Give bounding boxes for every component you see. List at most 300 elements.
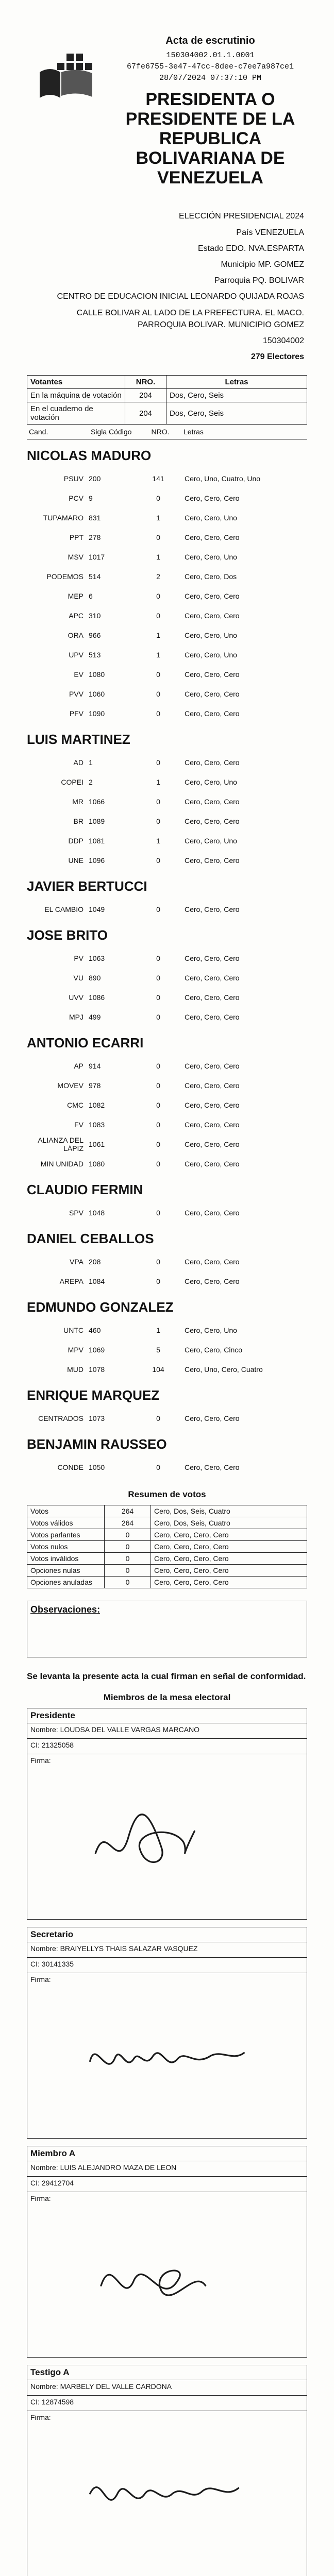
- party-row: [27, 567, 307, 586]
- party-abbr: MUD: [67, 1365, 84, 1374]
- party-abbr: MPV: [68, 1346, 84, 1354]
- resumen-letters: Cero, Cero, Cero, Cero: [151, 1529, 307, 1541]
- party-letters: Cero, Cero, Cero: [185, 974, 240, 982]
- resumen-label: Opciones nulas: [27, 1565, 105, 1577]
- party-letters: Cero, Cero, Cero: [185, 1140, 240, 1149]
- member-role: Miembro A: [27, 2146, 307, 2161]
- firma-label: Firma:: [30, 1975, 51, 1984]
- party-row: [27, 606, 307, 625]
- party-row: [27, 1154, 307, 1174]
- party-letters: Cero, Cero, Cero: [185, 1463, 240, 1472]
- party-votes: 1: [156, 837, 160, 845]
- resumen-label: Votos válidos: [27, 1517, 105, 1529]
- party-code: 1081: [89, 837, 105, 845]
- member-role: Presidente: [27, 1708, 307, 1723]
- resumen-letters: Cero, Cero, Cero, Cero: [151, 1553, 307, 1565]
- party-code: 1061: [89, 1140, 105, 1149]
- party-votes: 2: [156, 572, 160, 581]
- candidate-name: JOSE BRITO: [27, 927, 108, 943]
- party-code: 1084: [89, 1277, 105, 1286]
- member-firma-area: [27, 1973, 307, 2138]
- party-abbr: COPEI: [61, 778, 84, 787]
- member-name: Nombre: MARBELY DEL VALLE CARDONA: [27, 2380, 307, 2396]
- party-abbr: AP: [74, 1062, 84, 1071]
- votantes-label: En el cuaderno de votación: [27, 402, 125, 425]
- candidate-name: LUIS MARTINEZ: [27, 732, 130, 748]
- col-sigla-codigo: Sigla Código: [91, 428, 132, 436]
- party-code: 1096: [89, 856, 105, 865]
- parish: Parroquia PQ. BOLIVAR: [214, 276, 304, 285]
- party-letters: Cero, Cero, Cero: [185, 592, 240, 601]
- mesa-member: [27, 2146, 307, 2358]
- candidate-section: [27, 1228, 307, 1291]
- party-votes: 0: [156, 798, 160, 806]
- resumen-label: Votos nulos: [27, 1541, 105, 1553]
- party-code: 1069: [89, 1346, 105, 1354]
- party-votes: 0: [156, 1101, 160, 1110]
- party-letters: Cero, Cero, Cero: [185, 690, 240, 699]
- electors-count: 279 Electores: [250, 352, 304, 362]
- acta-datetime: 28/07/2024 07:37:10 PM: [159, 74, 262, 82]
- resumen-label: Votos: [27, 1505, 105, 1517]
- party-abbr: DDP: [68, 837, 84, 845]
- party-votes: 0: [156, 1121, 160, 1129]
- party-row: [27, 665, 307, 684]
- party-abbr: UNTC: [63, 1326, 84, 1335]
- party-row: [27, 1320, 307, 1340]
- acta-hash: 67fe6755-3e47-47cc-8dee-c7ee7a987ce1: [126, 62, 294, 71]
- party-code: 978: [89, 1081, 101, 1090]
- party-abbr: EL CAMBIO: [44, 905, 84, 914]
- candidates-column-header: [27, 425, 307, 439]
- party-code: 278: [89, 533, 101, 542]
- party-row: [27, 586, 307, 606]
- party-votes: 0: [156, 1258, 160, 1266]
- candidate-section: [27, 1433, 307, 1477]
- party-letters: Cero, Cero, Cero: [185, 533, 240, 542]
- acta-title: Acta de escrutinio: [165, 35, 255, 46]
- resumen-num: 0: [105, 1529, 151, 1541]
- party-abbr: CMC: [67, 1101, 84, 1110]
- state: Estado EDO. NVA.ESPARTA: [198, 244, 304, 253]
- resumen-num: 264: [105, 1505, 151, 1517]
- cne-logo: [27, 31, 104, 124]
- firma-label: Firma:: [30, 2413, 51, 2422]
- candidate-name: JAVIER BERTUCCI: [27, 878, 147, 894]
- signature-icon: [85, 1809, 249, 1881]
- firma-label: Firma:: [30, 1756, 51, 1765]
- party-letters: Cero, Cero, Cero: [185, 1081, 240, 1090]
- party-votes: 1: [156, 553, 160, 562]
- member-firma-area: [27, 1754, 307, 1919]
- party-code: 1049: [89, 905, 105, 914]
- party-row: [27, 1056, 307, 1076]
- party-votes: 0: [156, 494, 160, 503]
- party-row: [27, 625, 307, 645]
- resumen-row: [27, 1553, 307, 1565]
- party-row: [27, 645, 307, 665]
- party-letters: Cero, Uno, Cuatro, Uno: [185, 474, 261, 483]
- party-letters: Cero, Cero, Cinco: [185, 1346, 243, 1354]
- party-abbr: ORA: [68, 631, 84, 640]
- firma-label: Firma:: [30, 2194, 51, 2203]
- party-abbr: PFV: [69, 709, 84, 718]
- candidate-section: [27, 728, 307, 870]
- votantes-table: [27, 375, 307, 425]
- party-row: [27, 1272, 307, 1291]
- party-letters: Cero, Cero, Cero: [185, 993, 240, 1002]
- votantes-label: En la máquina de votación: [27, 389, 125, 402]
- party-abbr: MSV: [68, 553, 84, 562]
- party-votes: 0: [156, 1277, 160, 1286]
- party-code: 831: [89, 514, 101, 522]
- party-row: [27, 1252, 307, 1272]
- party-votes: 0: [156, 709, 160, 718]
- party-votes: 0: [156, 533, 160, 542]
- party-code: 1063: [89, 954, 105, 963]
- party-votes: 0: [156, 856, 160, 865]
- party-code: 1050: [89, 1463, 105, 1472]
- party-letters: Cero, Cero, Dos: [185, 572, 237, 581]
- resumen-label: Votos inválidos: [27, 1553, 105, 1565]
- header-text-block: [113, 31, 307, 195]
- party-votes: 0: [156, 592, 160, 601]
- party-code: 1060: [89, 690, 105, 699]
- party-votes: 0: [156, 1414, 160, 1423]
- party-votes: 0: [156, 1140, 160, 1149]
- party-letters: Cero, Cero, Cero: [185, 1013, 240, 1022]
- party-row: [27, 792, 307, 811]
- party-abbr: BR: [73, 817, 84, 826]
- mesa-member: [27, 2365, 307, 2576]
- resumen-row: [27, 1517, 307, 1529]
- party-letters: Cero, Cero, Cero: [185, 1209, 240, 1217]
- member-role: Secretario: [27, 1927, 307, 1942]
- candidate-section: [27, 1032, 307, 1174]
- candidate-name: BENJAMIN RAUSSEO: [27, 1436, 167, 1452]
- party-votes: 0: [156, 1013, 160, 1022]
- party-row: [27, 948, 307, 968]
- party-abbr: MEP: [68, 592, 84, 601]
- party-letters: Cero, Cero, Cero: [185, 1121, 240, 1129]
- party-letters: Cero, Cero, Cero: [185, 494, 240, 503]
- signature-icon: [85, 2028, 249, 2100]
- party-abbr: ALIANZA DEL LÁPIZ: [38, 1136, 84, 1153]
- party-abbr: AD: [73, 758, 84, 767]
- party-abbr: MOVEV: [57, 1081, 84, 1090]
- party-abbr: UNE: [68, 856, 84, 865]
- center-name: CENTRO DE EDUCACION INICIAL LEONARDO QUIJADA ROJAS: [57, 292, 304, 301]
- resumen-num: 0: [105, 1541, 151, 1553]
- party-abbr: TUPAMARO: [43, 514, 84, 522]
- party-row: [27, 772, 307, 792]
- party-code: 2: [89, 778, 93, 787]
- party-votes: 0: [156, 690, 160, 699]
- mesa-member: [27, 1708, 307, 1920]
- resumen-title: Resumen de votos: [128, 1489, 206, 1500]
- party-votes: 1: [156, 1326, 160, 1335]
- party-code: 1078: [89, 1365, 105, 1374]
- party-abbr: PODEMOS: [46, 572, 84, 581]
- party-abbr: PCV: [69, 494, 84, 503]
- observaciones-label: Observaciones:: [30, 1604, 101, 1615]
- party-letters: Cero, Cero, Uno: [185, 514, 237, 522]
- letras-header: Letras: [166, 376, 307, 389]
- party-abbr: UVV: [69, 993, 84, 1002]
- party-code: 514: [89, 572, 101, 581]
- candidate-name: DANIEL CEBALLOS: [27, 1231, 154, 1247]
- member-ci: CI: 12874598: [27, 2396, 307, 2411]
- member-name: Nombre: LUIS ALEJANDRO MAZA DE LEON: [27, 2161, 307, 2177]
- candidate-section: [27, 1179, 307, 1223]
- party-letters: Cero, Cero, Cero: [185, 1062, 240, 1071]
- party-code: 1090: [89, 709, 105, 718]
- candidate-section: [27, 924, 307, 1027]
- party-abbr: UPV: [69, 651, 84, 659]
- party-abbr: PSUV: [63, 474, 84, 483]
- party-votes: 0: [156, 670, 160, 679]
- votantes-letters: Dos, Cero, Seis: [166, 389, 307, 402]
- mesa-member: [27, 1927, 307, 2139]
- col-nro: NRO.: [151, 428, 170, 436]
- party-row: [27, 684, 307, 704]
- resumen-letters: Cero, Cero, Cero, Cero: [151, 1541, 307, 1553]
- party-abbr: PV: [74, 954, 84, 963]
- party-code: 914: [89, 1062, 101, 1071]
- party-row: [27, 1203, 307, 1223]
- party-row: [27, 547, 307, 567]
- party-row: [27, 704, 307, 723]
- party-votes: 0: [156, 954, 160, 963]
- party-row: [27, 508, 307, 528]
- party-abbr: PPT: [69, 533, 84, 542]
- resumen-row: [27, 1529, 307, 1541]
- party-letters: Cero, Cero, Cero: [185, 954, 240, 963]
- candidate-section: [27, 875, 307, 919]
- cne-logo-icon: [35, 46, 96, 108]
- party-letters: Cero, Cero, Cero: [185, 798, 240, 806]
- votantes-row: [27, 402, 307, 425]
- resumen-num: 0: [105, 1553, 151, 1565]
- party-votes: 104: [152, 1365, 164, 1374]
- party-abbr: CONDE: [57, 1463, 84, 1472]
- party-votes: 5: [156, 1346, 160, 1354]
- observaciones-box: [27, 1601, 307, 1657]
- candidate-name: EDMUNDO GONZALEZ: [27, 1299, 174, 1315]
- member-name: Nombre: BRAIYELLYS THAIS SALAZAR VASQUEZ: [27, 1942, 307, 1958]
- party-row: [27, 1115, 307, 1134]
- sign-note: Se levanta la presente acta la cual firman en señal de conformidad.: [27, 1671, 306, 1682]
- party-votes: 1: [156, 651, 160, 659]
- party-row: [27, 1340, 307, 1360]
- party-letters: Cero, Cero, Cero: [185, 1101, 240, 1110]
- resumen-table: [27, 1505, 307, 1588]
- country: País VENEZUELA: [236, 228, 304, 237]
- party-code: 1048: [89, 1209, 105, 1217]
- resumen-label: Opciones anuladas: [27, 1577, 105, 1588]
- member-name: Nombre: LOUDSA DEL VALLE VARGAS MARCANO: [27, 1723, 307, 1739]
- center-address: CALLE BOLIVAR AL LADO DE LA PREFECTURA. EL MACO. PARROQUIA BOLIVAR. MUNICIPIO GOMEZ: [76, 308, 304, 329]
- party-letters: Cero, Cero, Cero: [185, 758, 240, 767]
- party-letters: Cero, Cero, Uno: [185, 631, 237, 640]
- col-cand: Cand.: [29, 428, 48, 436]
- party-code: 966: [89, 631, 101, 640]
- party-votes: 0: [156, 993, 160, 1002]
- mesa-members: [27, 1708, 307, 2576]
- party-abbr: CENTRADOS: [38, 1414, 84, 1423]
- votantes-header-row: [27, 376, 307, 389]
- party-code: 208: [89, 1258, 101, 1266]
- location-info: [27, 210, 307, 363]
- member-ci: CI: 30141335: [27, 1958, 307, 1973]
- party-code: 1082: [89, 1101, 105, 1110]
- party-code: 6: [89, 592, 93, 601]
- party-letters: Cero, Cero, Cero: [185, 1277, 240, 1286]
- party-votes: 0: [156, 1081, 160, 1090]
- party-votes: 141: [152, 474, 164, 483]
- candidate-section: [27, 445, 307, 723]
- resumen-row: [27, 1541, 307, 1553]
- party-abbr: AREPA: [59, 1277, 84, 1286]
- resumen-row: [27, 1565, 307, 1577]
- party-abbr: EV: [74, 670, 84, 679]
- party-votes: 0: [156, 612, 160, 620]
- party-code: 460: [89, 1326, 101, 1335]
- resumen-row: [27, 1505, 307, 1517]
- acta-code: 150304002.01.1.0001: [166, 51, 255, 60]
- candidate-name: ANTONIO ECARRI: [27, 1035, 144, 1051]
- resumen-num: 0: [105, 1565, 151, 1577]
- member-firma-area: [27, 2411, 307, 2576]
- party-row: [27, 469, 307, 488]
- nro-header: NRO.: [125, 376, 166, 389]
- votantes-header: Votantes: [27, 376, 125, 389]
- col-letras: Letras: [183, 428, 204, 436]
- resumen-label: Votos parlantes: [27, 1529, 105, 1541]
- party-row: [27, 1134, 307, 1154]
- party-row: [27, 968, 307, 988]
- votantes-num: 204: [125, 402, 166, 425]
- party-letters: Cero, Cero, Uno: [185, 837, 237, 845]
- votantes-letters: Dos, Cero, Seis: [166, 402, 307, 425]
- party-row: [27, 488, 307, 508]
- election-office-title: PRESIDENTA O PRESIDENTE DE LA REPUBLICA BOLIVARIANA DE VENEZUELA: [125, 90, 295, 188]
- member-ci: CI: 29412704: [27, 2177, 307, 2192]
- candidate-name: ENRIQUE MARQUEZ: [27, 1387, 160, 1403]
- party-votes: 1: [156, 778, 160, 787]
- party-votes: 0: [156, 1160, 160, 1168]
- resumen-letters: Cero, Cero, Cero, Cero: [151, 1565, 307, 1577]
- party-code: 1080: [89, 1160, 105, 1168]
- signature-icon: [85, 2247, 249, 2319]
- party-code: 1086: [89, 993, 105, 1002]
- party-row: [27, 1458, 307, 1477]
- resumen-letters: Cero, Cero, Cero, Cero: [151, 1577, 307, 1588]
- center-code: 150304002: [262, 336, 304, 345]
- party-row: [27, 1409, 307, 1428]
- party-code: 1080: [89, 670, 105, 679]
- party-votes: 0: [156, 1463, 160, 1472]
- party-abbr: MR: [72, 798, 84, 806]
- party-row: [27, 900, 307, 919]
- candidate-name: CLAUDIO FERMIN: [27, 1182, 143, 1198]
- candidate-section: [27, 1384, 307, 1428]
- party-row: [27, 1076, 307, 1095]
- party-letters: Cero, Cero, Cero: [185, 856, 240, 865]
- party-votes: 1: [156, 631, 160, 640]
- party-code: 513: [89, 651, 101, 659]
- party-abbr: PVV: [69, 690, 84, 699]
- party-letters: Cero, Cero, Uno: [185, 1326, 237, 1335]
- municipality: Municipio MP. GOMEZ: [221, 260, 304, 269]
- party-letters: Cero, Cero, Cero: [185, 670, 240, 679]
- party-row: [27, 1007, 307, 1027]
- resumen-letters: Cero, Dos, Seis, Cuatro: [151, 1505, 307, 1517]
- party-row: [27, 753, 307, 772]
- party-code: 890: [89, 974, 101, 982]
- party-code: 200: [89, 474, 101, 483]
- mesa-title: Miembros de la mesa electoral: [103, 1692, 231, 1703]
- resumen-num: 0: [105, 1577, 151, 1588]
- party-code: 499: [89, 1013, 101, 1022]
- party-abbr: SPV: [69, 1209, 84, 1217]
- party-row: [27, 811, 307, 831]
- party-code: 1089: [89, 817, 105, 826]
- party-abbr: VU: [73, 974, 84, 982]
- party-votes: 0: [156, 817, 160, 826]
- party-row: [27, 1095, 307, 1115]
- party-votes: 0: [156, 1209, 160, 1217]
- candidates-list: [27, 445, 307, 1477]
- party-row: [27, 528, 307, 547]
- party-letters: Cero, Cero, Uno: [185, 553, 237, 562]
- party-votes: 0: [156, 1062, 160, 1071]
- candidate-name: NICOLAS MADURO: [27, 448, 152, 464]
- party-votes: 0: [156, 758, 160, 767]
- acta-header: [27, 31, 307, 195]
- votantes-row: [27, 389, 307, 402]
- party-code: 1017: [89, 553, 105, 562]
- resumen-row: [27, 1577, 307, 1588]
- party-abbr: MIN UNIDAD: [40, 1160, 84, 1168]
- party-row: [27, 988, 307, 1007]
- votantes-num: 204: [125, 389, 166, 402]
- party-letters: Cero, Cero, Uno: [185, 651, 237, 659]
- party-letters: Cero, Cero, Cero: [185, 709, 240, 718]
- party-code: 9: [89, 494, 93, 503]
- party-row: [27, 1360, 307, 1379]
- party-abbr: FV: [74, 1121, 84, 1129]
- party-row: [27, 831, 307, 851]
- election-name: ELECCIÓN PRESIDENCIAL 2024: [178, 212, 304, 221]
- party-letters: Cero, Cero, Cero: [185, 1414, 240, 1423]
- party-letters: Cero, Cero, Cero: [185, 817, 240, 826]
- party-letters: Cero, Cero, Uno: [185, 778, 237, 787]
- party-row: [27, 851, 307, 870]
- party-votes: 1: [156, 514, 160, 522]
- party-abbr: MPJ: [69, 1013, 84, 1022]
- party-votes: 0: [156, 974, 160, 982]
- party-letters: Cero, Cero, Cero: [185, 905, 240, 914]
- party-abbr: APC: [69, 612, 84, 620]
- party-code: 1083: [89, 1121, 105, 1129]
- member-role: Testigo A: [27, 2365, 307, 2380]
- resumen-letters: Cero, Dos, Seis, Cuatro: [151, 1517, 307, 1529]
- party-votes: 0: [156, 905, 160, 914]
- party-letters: Cero, Cero, Cero: [185, 1258, 240, 1266]
- party-code: 1: [89, 758, 93, 767]
- candidate-section: [27, 1296, 307, 1379]
